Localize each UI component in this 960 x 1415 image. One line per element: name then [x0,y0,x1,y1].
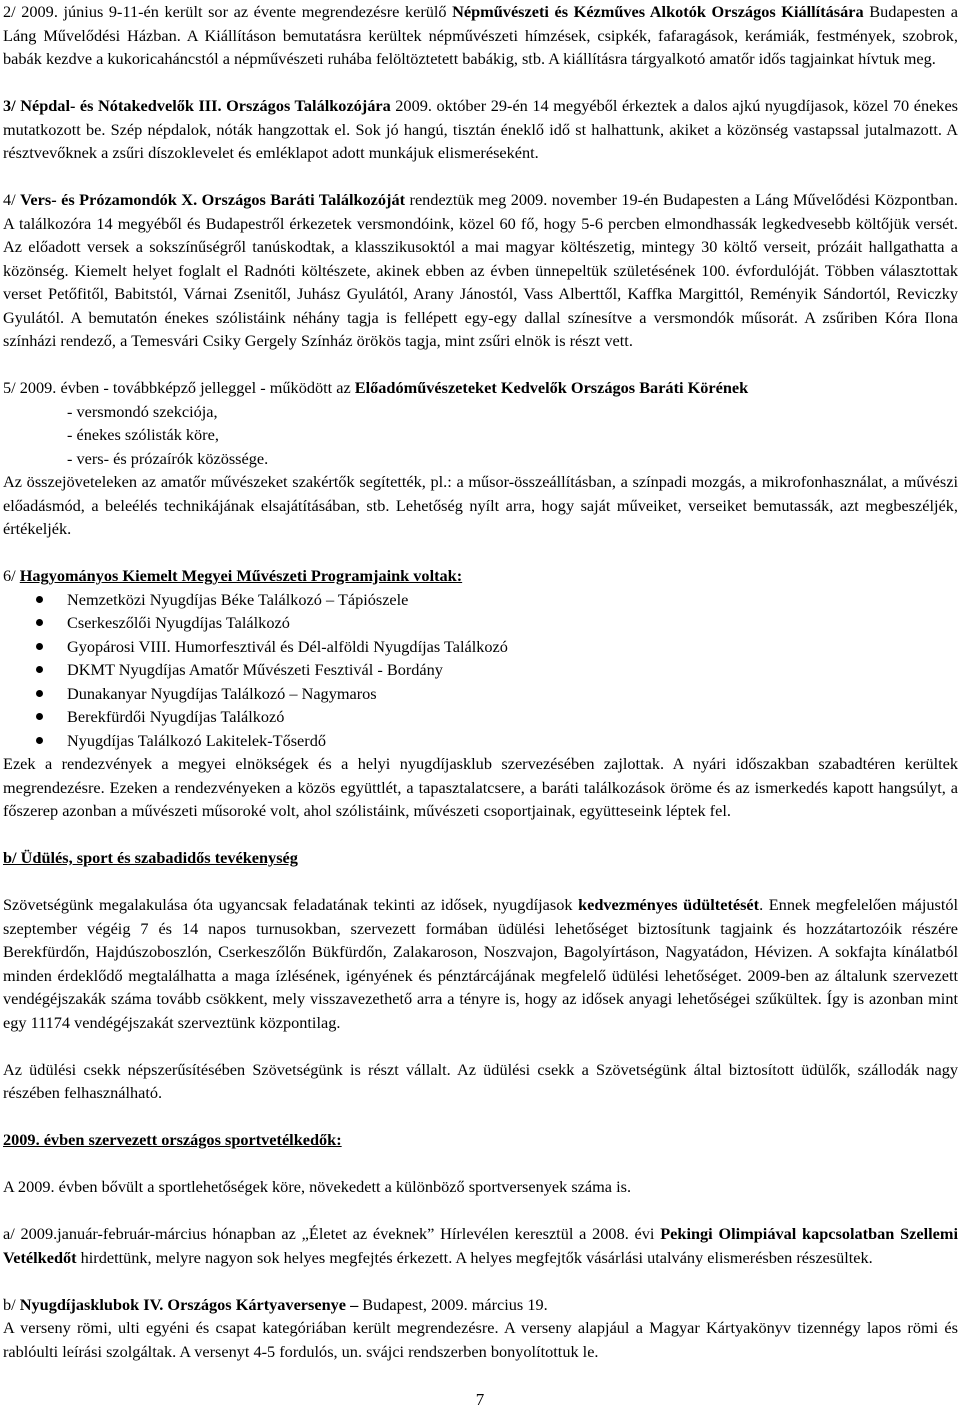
section-6-paragraph: Ezek a rendezvények a megyei elnökségek és a helyi nyugdíjasklub szervezésében zajlottak. A nyári időszakban szabadtéren kerültek megrendezésre. Ezeken a rendezvényeken a közös együttlét, a tapasztalatcsere, a baráti találkozások öröme és az ismerkedés kapott hangsúlyt, a főszerep azonban a művészeti műsoroké volt, ahol szólistáink, művészeti csoportjainak, együtteseink léptek fel. [3,754,958,820]
list-item-label: Nyugdíjas Találkozó Lakitelek-Tőserdő [67,730,326,750]
section-2-paragraph [3,0,958,71]
text: rendeztük meg 2009. november 19-én Budapesten a Láng Művelődési Központban. A találkozóra 14 megyéből és Budapestről érkezetek versmondóink, közel 60 fő, hogy 5-6 percben elmondhassák legkedvesebb költőjük versét. Az előadott versek a sokszínűségről tanúskodtak, a klasszikusoktól a mai magyar költészetig, mintegy 30 költő verseit, prózáit hallgathatta a közönség. Kiemelt helyet foglalt el Radnóti költészete, akinek ebben az évben ünnepeltük születésének 100. évfordulóját. Többen választottak verset Petőfitől, Babitstól, Várnai Zsenitől, Juhász Gyulától, Arany Jánostól, Vass Alberttől, Kaffka Margittól, Reményik Sándortól, Reviczky Gyulától. A bemutatón énekes szólistáink néhány tagja is fellépett egy-egy dallal színesítve a versmondók műsorát. A zsűriben Kóra Ilona színházi rendező, a Temesvári Csiky Gergely Színház örökös tagja, mint zsűri elnök is részt vett. [3,190,958,350]
list-item-label: Berekfürdői Nyugdíjas Találkozó [67,707,285,726]
text: Szövetségünk megalakulása óta ugyancsak feladatának tekinti az idősek, nyugdíjasok [3,895,579,914]
section-6-heading [3,564,958,588]
sport-item-b-heading [3,1293,958,1317]
list-item-label: Dunakanyar Nyugdíjas Találkozó – Nagymaros [67,683,377,703]
text: 2/ 2009. június 9-11-én került sor az évente megrendezésre kerülő [3,2,453,21]
bullet-icon [36,619,43,626]
bullet-icon [36,596,43,603]
text: Budapest, 2009. március 19. [358,1294,548,1314]
document-page [3,0,958,1363]
section-5-item: - vers- és prózaírók közössége. [67,448,269,468]
sport-item-b-paragraph: A verseny römi, ulti egyéni és csapat kategóriában került megrendezésre. A verseny alapjául a Magyar Kártyakönyv tizennégy lapos römi és rablóulti leírási szolgáltak. A versenyt 4-5 fordulós, un. svájci rendszerben bonyolítottuk le. [3,1318,958,1361]
list-item-label: Cserkeszőlői Nyugdíjas Találkozó [67,613,290,632]
list-item [3,705,958,729]
bullet-icon [36,690,43,697]
list-item [3,729,958,753]
section-4-paragraph [3,188,958,353]
list-item-label: Nemzetközi Nyugdíjas Béke Találkozó – Tápiószele [67,589,409,609]
bold-text: Pekingi Olimpiával kapcsolatban Szellemi Vetélkedőt [3,1224,958,1267]
section-b-paragraph-2: Az üdülési csekk népszerűsítésében Szövetségünk is részt vállalt. Az üdülési csekk a Szövetségünk által biztosított üdülők, szállodák nagy részében felhasználható. [3,1059,958,1102]
sport-intro: A 2009. évben bővült a sportlehetőségek köre, növekedett a különböző sportversenyek száma is. [3,1177,632,1196]
section-5-intro [3,376,958,400]
list-item [3,611,958,635]
bullet-icon [36,737,43,744]
section-5-paragraph: Az összejöveteleken az amatőr művészeket szakértők segítették, pl.: a műsor-összeállításban, a színpadi mozgás, a mikrofonhasználat, a művészi előadásmód, a beleélés technikájának elsajátításában, stb. Lehetőség nyílt arra, hogy saját műveiket, verseiket bemutassák, azt megbeszéljék, értékeljék. [3,472,958,538]
text: 4/ [3,190,21,209]
section-5-item: - versmondó szekciója, [67,401,218,421]
page-number: 7 [475,1390,485,1409]
bold-text: 3/ Népdal- és Nótakedvelők III. Országos Találkozójára [3,96,391,115]
text: 6/ [3,566,20,585]
bold-text: Nyugdíjasklubok IV. Országos Kártyaversenye – [19,1294,359,1314]
bold-text: Előadóművészeteket Kedvelők Országos Baráti Körének [354,378,749,397]
list-item-label: Gyopárosi VIII. Humorfesztivál és Dél-alföldi Nyugdíjas Találkozó [67,636,508,656]
section-b-heading: b/ Üdülés, sport és szabadidős tevékenység [3,848,298,867]
text: hirdettünk, melyre nagyon sok helyes megfejtés érkezett. A helyes megfejtők vásárlási utalvány elismerésben részesültek. [76,1247,873,1267]
text: 5/ 2009. évben - továbbképző jelleggel - működött az [3,378,355,397]
text: 2009. október 29-én 14 megyéből érkeztek a dalos ajkú nyugdíjasok, közel 70 énekes mutatkozott be. Szép népdalok, nóták hangzottak el. Sok jó hangú, tisztán éneklő idő st halhattunk, akiket a közönség vastapssal jutalmazott. A résztvevőknek a zsűri díszoklevelet és emléklapot adott munkájuk elismeréseként. [3,96,959,162]
bullet-icon [36,643,43,650]
bold-text: kedvezményes üdültetését [578,895,760,914]
program-list [3,588,958,753]
text: . Ennek megfelelően májustól szeptember végéig 7 és 14 napos turnusokban, szervezett formában üdülési lehetőséget biztosítunk tagjaink és hozzátartozóik részére Berekfürdőn, Hajdúszoboszlón, Cserkeszőlőn Bükfürdőn, Zalakaroson, Noszvajon, Bagolyírtáson, Nagyatádon, Hévizen. A sokfajta kínálatból minden érdeklődő megtalálhatta a maga ízlésének, igényének és pénztárcájának megfelelő üdülési lehetőséget. 2009-ben az általunk szervezett vendégéjszakák száma tovább csökkent, mely visszavezethető arra a tényre is, hogy az idősek anyagi lehetőségei szűkültek. Így is azonban mint egy 11174 vendégéjszakát szerveztünk központilag. [3,895,959,1032]
text: Budapesten a Láng Művelődési Házban. A Kiállításon bemutatásra kerültek népművészeti hímzések, csipkék, fafaragások, kerámiák, festmények, szobrok, babák kezdve a kukoricaháncstól a népművészeti ruhába felöltöztetett babákig, stb. A kiállításra tárgyalkotó amatőr idős tagjainkat hívtuk meg. [3,2,958,68]
bold-text: Népművészeti és Kézműves Alkotók Országos Kiállítására [452,2,864,21]
text: a/ 2009.január-február-március hónapban az „Életet az éveknek” Hírlevélen keresztül a 2008. évi [3,1224,661,1243]
section-3-paragraph [3,94,958,165]
section-b-paragraph [3,893,958,1034]
list-item [3,658,958,682]
sport-item-a [3,1222,958,1269]
list-item [3,682,958,706]
text: b/ [3,1294,20,1314]
bold-underlined-text: Hagyományos Kiemelt Megyei Művészeti Programjaink voltak: [19,566,463,585]
list-item [3,635,958,659]
bullet-icon [36,666,43,673]
bullet-icon [36,713,43,720]
list-item-label: DKMT Nyugdíjas Amatőr Művészeti Fesztivál - Bordány [67,660,443,679]
section-5-item: - énekes szólisták köre, [67,425,219,444]
sport-heading: 2009. évben szervezett országos sportvetélkedők: [3,1130,342,1149]
list-item [3,588,958,612]
bold-text: Vers- és Prózamondók X. Országos Baráti Találkozóját [20,190,406,209]
